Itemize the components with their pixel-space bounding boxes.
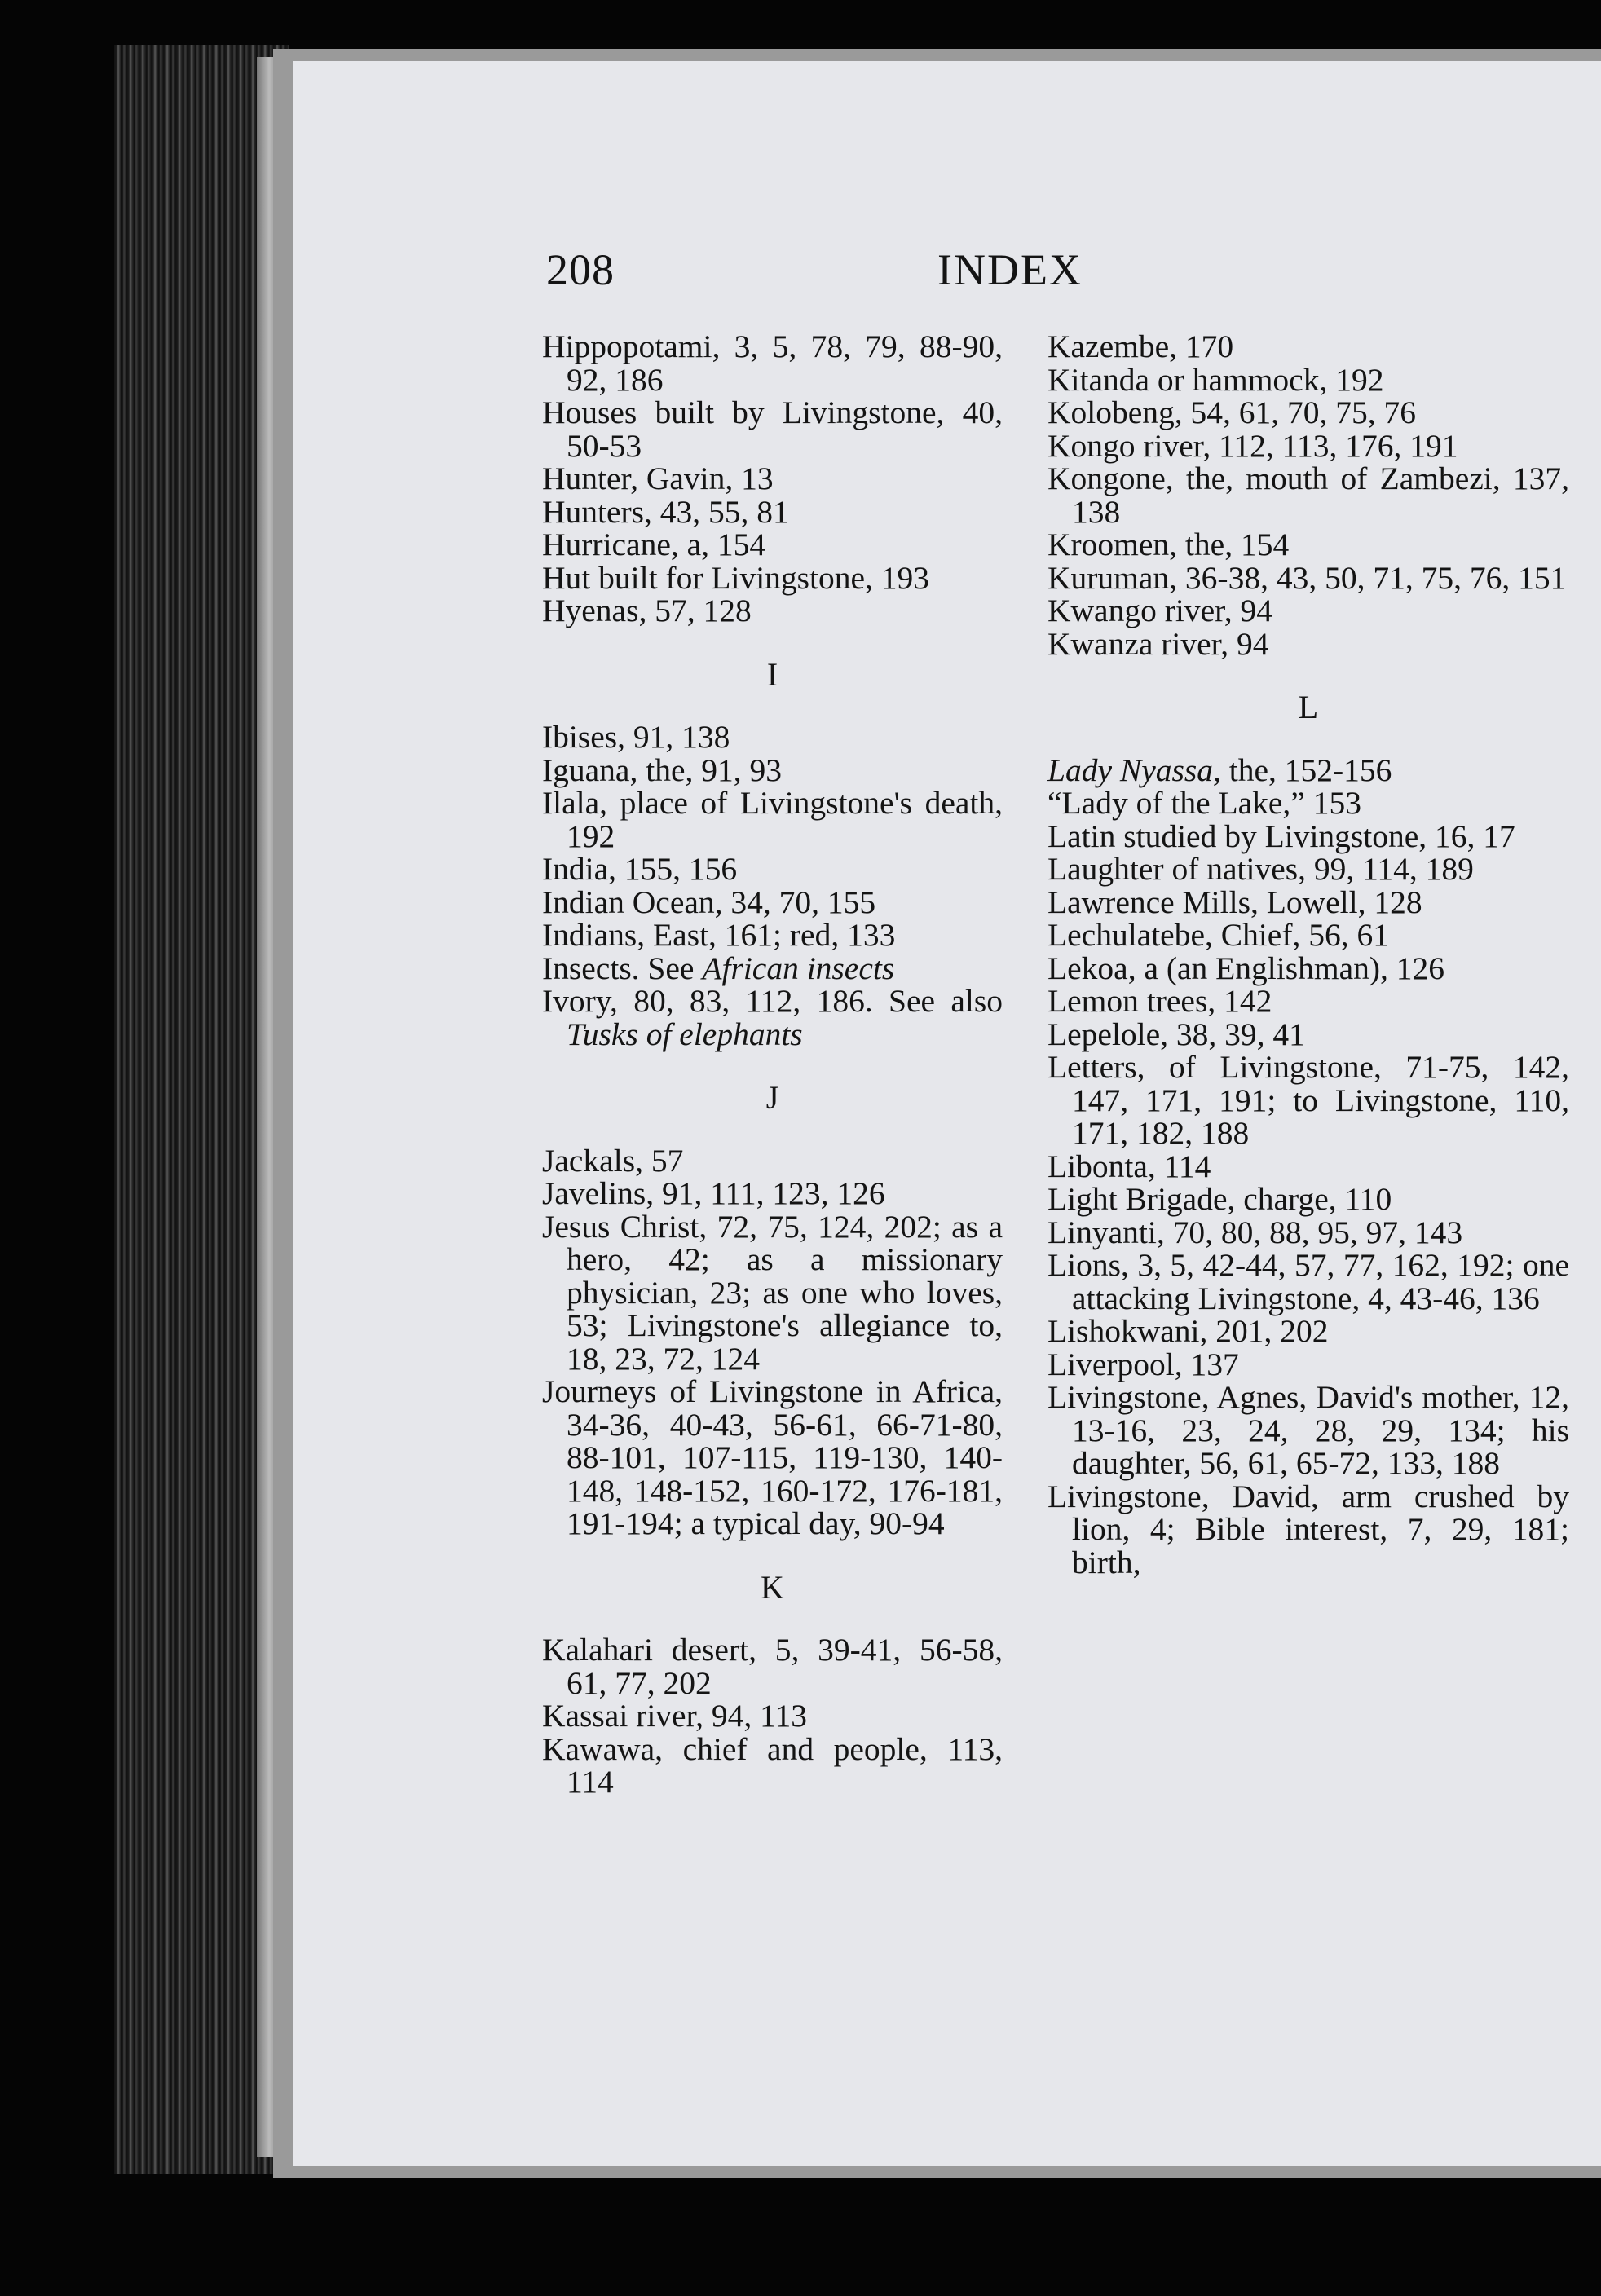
index-entry: Kassai river, 94, 113 <box>542 1698 807 1734</box>
index-entry: Iguana, the, 91, 93 <box>542 751 782 788</box>
index-entry: Linyanti, 70, 80, 88, 95, 97, 143 <box>1047 1214 1463 1250</box>
index-page <box>293 61 1601 2166</box>
index-entry: Indians, East, 161; red, 133 <box>542 917 896 953</box>
index-entry: Laughter of natives, 99, 114, 189 <box>1047 851 1474 887</box>
index-entry: India, 155, 156 <box>542 851 738 887</box>
index-entry: Jackals, 57 <box>542 1142 684 1179</box>
index-entry: Lechulatebe, Chief, 56, 61 <box>1047 917 1389 953</box>
index-entry: Javelins, 91, 111, 123, 126 <box>542 1175 885 1211</box>
index-entry: Letters, of Livingstone, 71-75, 142, 147, 171, 191; to Livingstone, 110, 171, 182, 188 <box>1047 1049 1569 1151</box>
index-entry: Ilala, place of Livingstone's death, 192 <box>542 785 1003 854</box>
index-entry: Kalahari desert, 5, 39-41, 56-58, 61, 77, 202 <box>542 1632 1003 1701</box>
index-entry: Kongo river, 112, 113, 176, 191 <box>1047 427 1458 464</box>
index-column-left <box>542 330 1003 1799</box>
section-letter: K <box>761 1568 784 1606</box>
index-entry: Lekoa, a (an Englishman), 126 <box>1047 950 1445 986</box>
index-entry: “Lady of the Lake,” 153 <box>1047 785 1361 821</box>
index-entry: Kongone, the, mouth of Zambezi, 137, 138 <box>1047 461 1569 530</box>
index-entry: Kwanza river, 94 <box>1047 625 1269 662</box>
page-number: 208 <box>546 245 615 294</box>
index-entry: Hunters, 43, 55, 81 <box>542 493 789 530</box>
index-entry: Lemon trees, 142 <box>1047 983 1272 1019</box>
index-entry <box>1047 751 1569 788</box>
index-entry: Journeys of Livingstone in Africa, 34-36, 40-43, 56-61, 66-71-80, 88-101, 107-115, 119-130, 140-148, 148-152, 160-172, 176-181, 191-194; a typical day, 90-94 <box>542 1373 1003 1541</box>
entry-italic: African insects <box>702 950 895 986</box>
index-entry: Hurricane, a, 154 <box>542 527 766 562</box>
index-entry: Indian Ocean, 34, 70, 155 <box>542 884 876 920</box>
index-entry: Kroomen, the, 154 <box>1047 527 1290 562</box>
index-entry: Hut built for Livingstone, 193 <box>542 559 930 596</box>
index-entry: Kazembe, 170 <box>1047 328 1234 364</box>
index-entry: Lepelole, 38, 39, 41 <box>1047 1016 1305 1052</box>
index-entry: Latin studied by Livingstone, 16, 17 <box>1047 817 1515 854</box>
index-entry: Hippopotami, 3, 5, 78, 79, 88-90, 92, 186 <box>542 328 1003 398</box>
index-entry: Light Brigade, charge, 110 <box>1047 1181 1392 1217</box>
index-entry: Kawawa, chief and people, 113, 114 <box>542 1730 1003 1800</box>
section-letter: I <box>766 655 778 693</box>
entry-text: Ivory, 80, 83, 112, 186. See also <box>542 983 1003 1019</box>
entry-text: Insects. See <box>542 950 703 986</box>
entry-italic: Tusks of elephants <box>567 1016 803 1052</box>
index-entry: Kuruman, 36-38, 43, 50, 71, 75, 76, 151 <box>1047 559 1567 596</box>
index-entry: Kitanda or hammock, 192 <box>1047 361 1384 398</box>
index-entry: Houses built by Livingstone, 40, 50-53 <box>542 394 1003 464</box>
section-letter: J <box>765 1079 779 1116</box>
index-entry: Lions, 3, 5, 42-44, 57, 77, 162, 192; one attacking Livingstone, 4, 43-46, 136 <box>1047 1247 1569 1316</box>
index-entry: Ibises, 91, 138 <box>542 719 730 755</box>
index-entry: Livingstone, David, arm crushed by lion, 4; Bible interest, 7, 29, 181; birth, <box>1047 1478 1569 1580</box>
index-entry: Livingstone, Agnes, David's mother, 12, 13-16, 23, 24, 28, 29, 134; his daughter, 56, 61, 65-72, 133, 188 <box>1047 1379 1569 1481</box>
index-entry: Hyenas, 57, 128 <box>542 593 752 628</box>
page-title: INDEX <box>937 245 1083 294</box>
index-entry: Jesus Christ, 72, 75, 124, 202; as a hero, 42; as a missionary physician, 23; as one who loves, 53; Livingstone's allegiance to, 18, 23, 72, 124 <box>542 1208 1003 1377</box>
entry-text: the, 152-156 <box>1220 751 1392 788</box>
index-entry <box>542 985 1003 1051</box>
index-entry: Kolobeng, 54, 61, 70, 75, 76 <box>1047 394 1417 430</box>
entry-italic: Lady Nyassa, <box>1047 751 1221 788</box>
section-letter: L <box>1298 689 1319 725</box>
index-entry: Libonta, 114 <box>1047 1148 1211 1184</box>
index-entry: Lishokwani, 201, 202 <box>1047 1313 1329 1349</box>
index-entry: Hunter, Gavin, 13 <box>542 461 774 496</box>
index-column-right <box>1047 330 1569 1579</box>
index-entry: Liverpool, 137 <box>1047 1346 1239 1382</box>
index-entry <box>542 952 1003 985</box>
index-entry: Kwango river, 94 <box>1047 593 1272 628</box>
index-entry: Lawrence Mills, Lowell, 128 <box>1047 884 1422 920</box>
